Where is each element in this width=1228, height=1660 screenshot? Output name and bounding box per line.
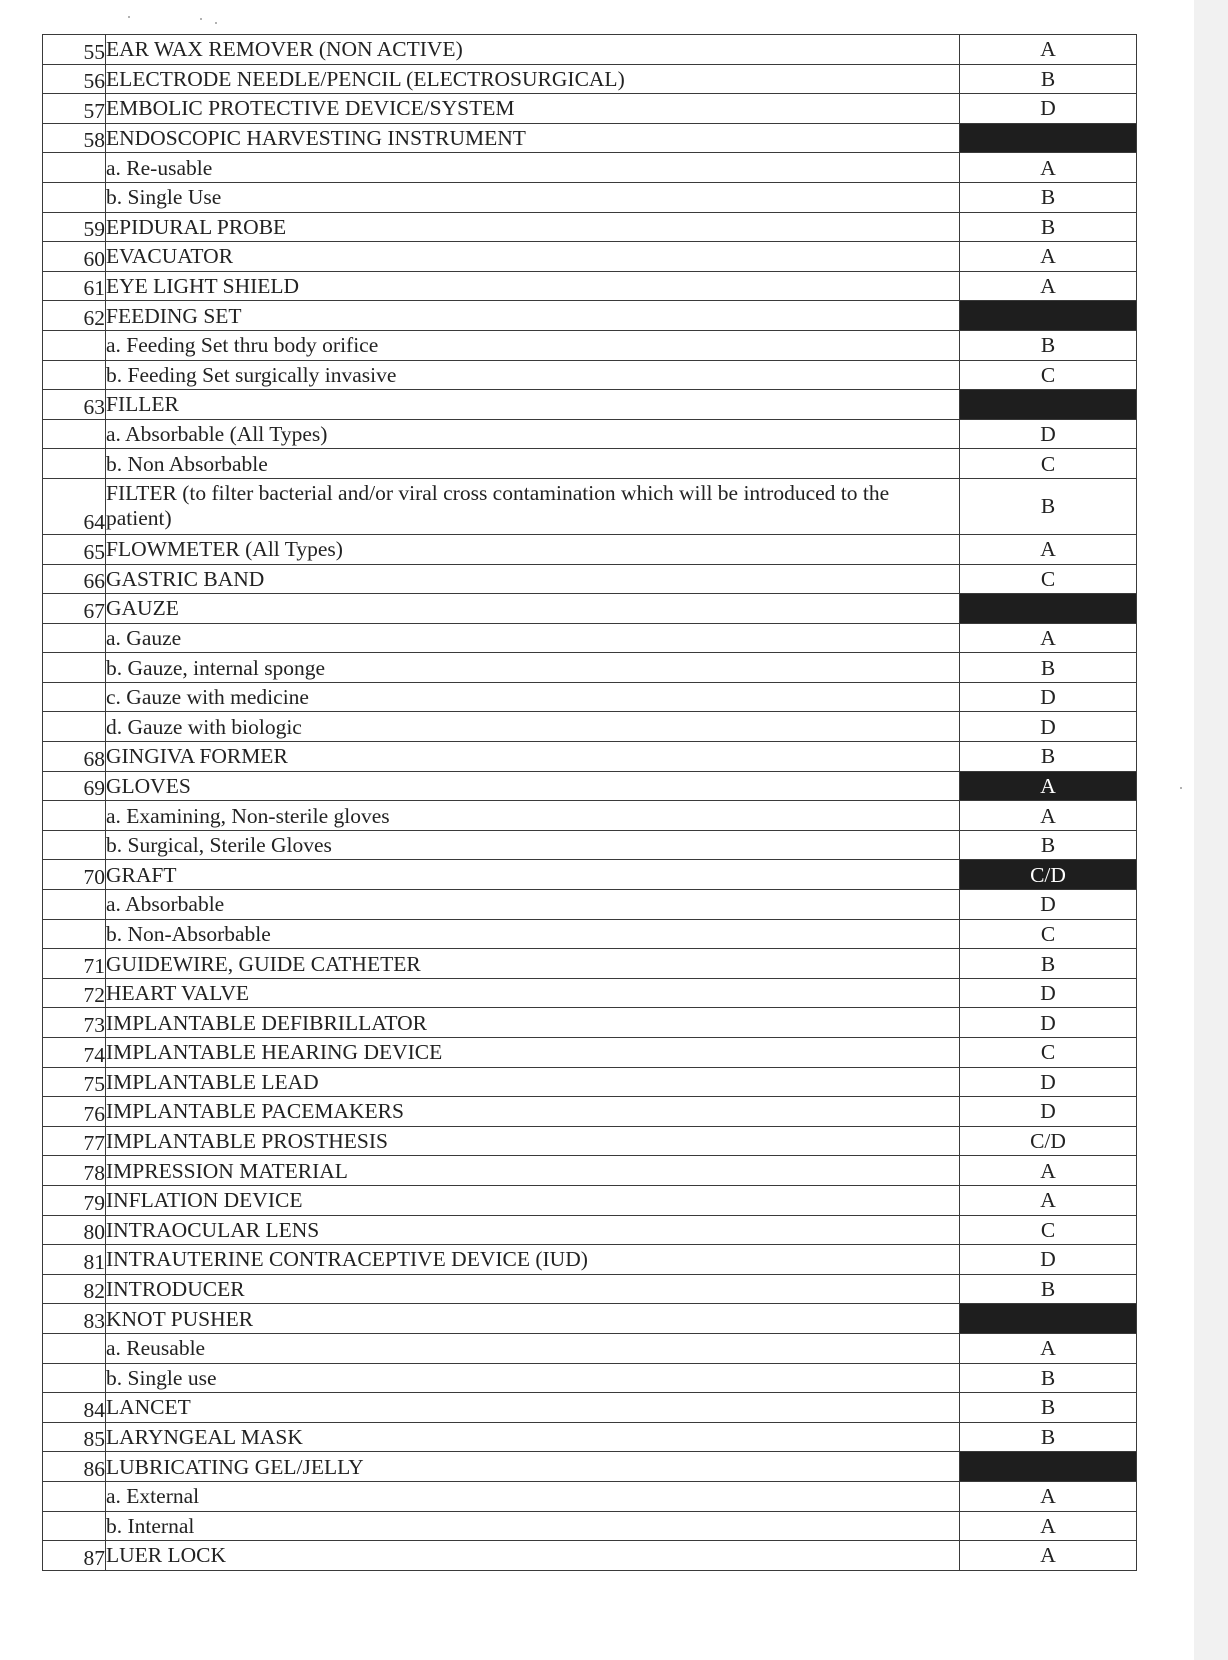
table-row [43,1185,1137,1215]
device-name: c. Gauze with medicine [106,682,960,712]
device-name: a. Examining, Non-sterile gloves [106,801,960,831]
device-name: FLOWMETER (All Types) [106,534,960,564]
device-name: FILTER (to filter bacterial and/or viral cross contamination which will be introduced to the patient) [106,478,960,534]
classification-cell: B [960,742,1137,772]
classification-cell: A [960,1481,1137,1511]
table-subrow [43,153,1137,183]
row-number: 66 [43,564,106,594]
classification-cell [960,123,1137,153]
table-row [43,742,1137,772]
classification-cell: D [960,1008,1137,1038]
table-row [43,1126,1137,1156]
row-number: 60 [43,242,106,272]
device-name: a. Absorbable [106,890,960,920]
device-name: b. Single use [106,1363,960,1393]
classification-cell: C [960,564,1137,594]
row-number: 61 [43,271,106,301]
row-number: 58 [43,123,106,153]
row-number: 82 [43,1274,106,1304]
table-row [43,949,1137,979]
classification-cell: A [960,1333,1137,1363]
classification-cell: B [960,1393,1137,1423]
device-name: GLOVES [106,771,960,801]
table-row [43,1393,1137,1423]
table-subrow [43,1481,1137,1511]
table-row [43,1038,1137,1068]
row-number [43,1481,106,1511]
table-row [43,1422,1137,1452]
device-name: EVACUATOR [106,242,960,272]
scan-speck [1180,787,1182,789]
classification-cell: A [960,771,1137,801]
row-number: 70 [43,860,106,890]
table-row [43,64,1137,94]
classification-cell: B [960,1363,1137,1393]
row-number: 71 [43,949,106,979]
classification-cell: A [960,801,1137,831]
device-name: HEART VALVE [106,978,960,1008]
device-name: KNOT PUSHER [106,1304,960,1334]
classification-cell: C [960,1215,1137,1245]
classification-cell: B [960,64,1137,94]
table-subrow [43,682,1137,712]
row-number: 72 [43,978,106,1008]
row-number: 79 [43,1185,106,1215]
classification-cell: C/D [960,860,1137,890]
device-name: GUIDEWIRE, GUIDE CATHETER [106,949,960,979]
table-subrow [43,360,1137,390]
classification-cell: A [960,534,1137,564]
table-row [43,242,1137,272]
device-classification-table [42,34,1137,1571]
row-number: 67 [43,594,106,624]
classification-cell: D [960,94,1137,124]
device-name: IMPLANTABLE PROSTHESIS [106,1126,960,1156]
device-name: a. Absorbable (All Types) [106,419,960,449]
device-name: a. Gauze [106,623,960,653]
row-number: 76 [43,1097,106,1127]
device-name: INFLATION DEVICE [106,1185,960,1215]
row-number: 65 [43,534,106,564]
classification-cell: D [960,419,1137,449]
table-row [43,212,1137,242]
classification-cell [960,1304,1137,1334]
row-number [43,330,106,360]
table-subrow [43,1511,1137,1541]
row-number [43,1511,106,1541]
device-name: IMPLANTABLE PACEMAKERS [106,1097,960,1127]
classification-cell: B [960,182,1137,212]
classification-cell: D [960,890,1137,920]
device-name: d. Gauze with biologic [106,712,960,742]
device-name: LANCET [106,1393,960,1423]
table-subrow [43,1363,1137,1393]
row-number: 56 [43,64,106,94]
row-number: 55 [43,35,106,65]
device-name: a. Feeding Set thru body orifice [106,330,960,360]
row-number [43,830,106,860]
classification-cell: D [960,682,1137,712]
table-row [43,1452,1137,1482]
table-subrow [43,801,1137,831]
row-number: 75 [43,1067,106,1097]
table-subrow [43,712,1137,742]
row-number [43,419,106,449]
classification-cell: A [960,153,1137,183]
classification-cell: B [960,1274,1137,1304]
row-number: 85 [43,1422,106,1452]
classification-cell: C [960,919,1137,949]
classification-cell [960,1452,1137,1482]
row-number [43,712,106,742]
classification-cell: C/D [960,1126,1137,1156]
device-name: INTRAUTERINE CONTRACEPTIVE DEVICE (IUD) [106,1245,960,1275]
scan-speck [128,16,130,18]
device-name: INTRODUCER [106,1274,960,1304]
table-row [43,1067,1137,1097]
table-subrow [43,449,1137,479]
table-row [43,1541,1137,1571]
device-name: EYE LIGHT SHIELD [106,271,960,301]
row-number [43,1333,106,1363]
device-name: EMBOLIC PROTECTIVE DEVICE/SYSTEM [106,94,960,124]
row-number: 86 [43,1452,106,1482]
row-number [43,890,106,920]
device-name: FEEDING SET [106,301,960,331]
table-body [43,35,1137,1571]
device-name: GAUZE [106,594,960,624]
row-number: 78 [43,1156,106,1186]
row-number: 68 [43,742,106,772]
table-row [43,271,1137,301]
table-row [43,94,1137,124]
row-number [43,182,106,212]
device-name: ELECTRODE NEEDLE/PENCIL (ELECTROSURGICAL) [106,64,960,94]
row-number: 87 [43,1541,106,1571]
classification-cell: B [960,478,1137,534]
table-row [43,1097,1137,1127]
classification-cell: D [960,1245,1137,1275]
table-row [43,1008,1137,1038]
classification-cell: A [960,242,1137,272]
device-name: b. Surgical, Sterile Gloves [106,830,960,860]
table-row [43,1215,1137,1245]
row-number: 57 [43,94,106,124]
table-subrow [43,623,1137,653]
table-row [43,123,1137,153]
classification-cell: A [960,623,1137,653]
classification-cell: C [960,360,1137,390]
table-row [43,1156,1137,1186]
table-row [43,301,1137,331]
classification-cell: B [960,949,1137,979]
table-subrow [43,830,1137,860]
row-number: 73 [43,1008,106,1038]
classification-cell: B [960,330,1137,360]
row-number: 83 [43,1304,106,1334]
classification-cell: A [960,35,1137,65]
row-number [43,360,106,390]
table-subrow [43,1333,1137,1363]
table-row [43,860,1137,890]
table-row [43,978,1137,1008]
device-name: EAR WAX REMOVER (NON ACTIVE) [106,35,960,65]
device-name: EPIDURAL PROBE [106,212,960,242]
device-name: GINGIVA FORMER [106,742,960,772]
classification-cell: A [960,1541,1137,1571]
device-name: LUBRICATING GEL/JELLY [106,1452,960,1482]
table-subrow [43,182,1137,212]
table-subrow [43,330,1137,360]
table-row [43,1245,1137,1275]
classification-cell: B [960,1422,1137,1452]
device-name: IMPLANTABLE HEARING DEVICE [106,1038,960,1068]
table-row [43,35,1137,65]
row-number: 77 [43,1126,106,1156]
classification-cell: D [960,978,1137,1008]
row-number: 63 [43,390,106,420]
classification-cell: B [960,212,1137,242]
row-number: 62 [43,301,106,331]
table-row [43,390,1137,420]
device-name: IMPLANTABLE LEAD [106,1067,960,1097]
device-name: b. Non Absorbable [106,449,960,479]
row-number: 81 [43,1245,106,1275]
table-row [43,564,1137,594]
device-name: b. Internal [106,1511,960,1541]
device-name: b. Single Use [106,182,960,212]
device-name: INTRAOCULAR LENS [106,1215,960,1245]
device-name: b. Non-Absorbable [106,919,960,949]
table-subrow [43,890,1137,920]
table-row [43,594,1137,624]
device-name: a. External [106,1481,960,1511]
row-number [43,153,106,183]
table-row [43,1274,1137,1304]
device-name: b. Feeding Set surgically invasive [106,360,960,390]
row-number: 74 [43,1038,106,1068]
row-number [43,449,106,479]
device-name: GASTRIC BAND [106,564,960,594]
row-number [43,623,106,653]
table-subrow [43,919,1137,949]
classification-cell [960,594,1137,624]
row-number: 84 [43,1393,106,1423]
row-number [43,801,106,831]
classification-cell: A [960,1511,1137,1541]
classification-cell: B [960,830,1137,860]
classification-cell: C [960,449,1137,479]
table-row [43,771,1137,801]
classification-cell: D [960,1067,1137,1097]
device-name: IMPRESSION MATERIAL [106,1156,960,1186]
classification-cell: D [960,1097,1137,1127]
device-name: a. Re-usable [106,153,960,183]
device-name: b. Gauze, internal sponge [106,653,960,683]
device-name: ENDOSCOPIC HARVESTING INSTRUMENT [106,123,960,153]
row-number: 64 [43,478,106,534]
classification-cell: A [960,271,1137,301]
row-number [43,653,106,683]
classification-cell: A [960,1185,1137,1215]
row-number [43,1363,106,1393]
table-subrow [43,653,1137,683]
table-row [43,478,1137,534]
row-number: 80 [43,1215,106,1245]
row-number: 59 [43,212,106,242]
device-name: LUER LOCK [106,1541,960,1571]
scan-speck [215,22,217,24]
classification-cell [960,390,1137,420]
classification-cell: C [960,1038,1137,1068]
device-name: IMPLANTABLE DEFIBRILLATOR [106,1008,960,1038]
table-row [43,534,1137,564]
row-number [43,919,106,949]
classification-cell: A [960,1156,1137,1186]
row-number: 69 [43,771,106,801]
device-name: FILLER [106,390,960,420]
table-subrow [43,419,1137,449]
classification-cell: D [960,712,1137,742]
classification-cell [960,301,1137,331]
scan-speck [200,18,202,20]
device-name: GRAFT [106,860,960,890]
device-name: LARYNGEAL MASK [106,1422,960,1452]
device-name: a. Reusable [106,1333,960,1363]
table-row [43,1304,1137,1334]
row-number [43,682,106,712]
classification-cell: B [960,653,1137,683]
scan-edge-band [1194,0,1228,1660]
